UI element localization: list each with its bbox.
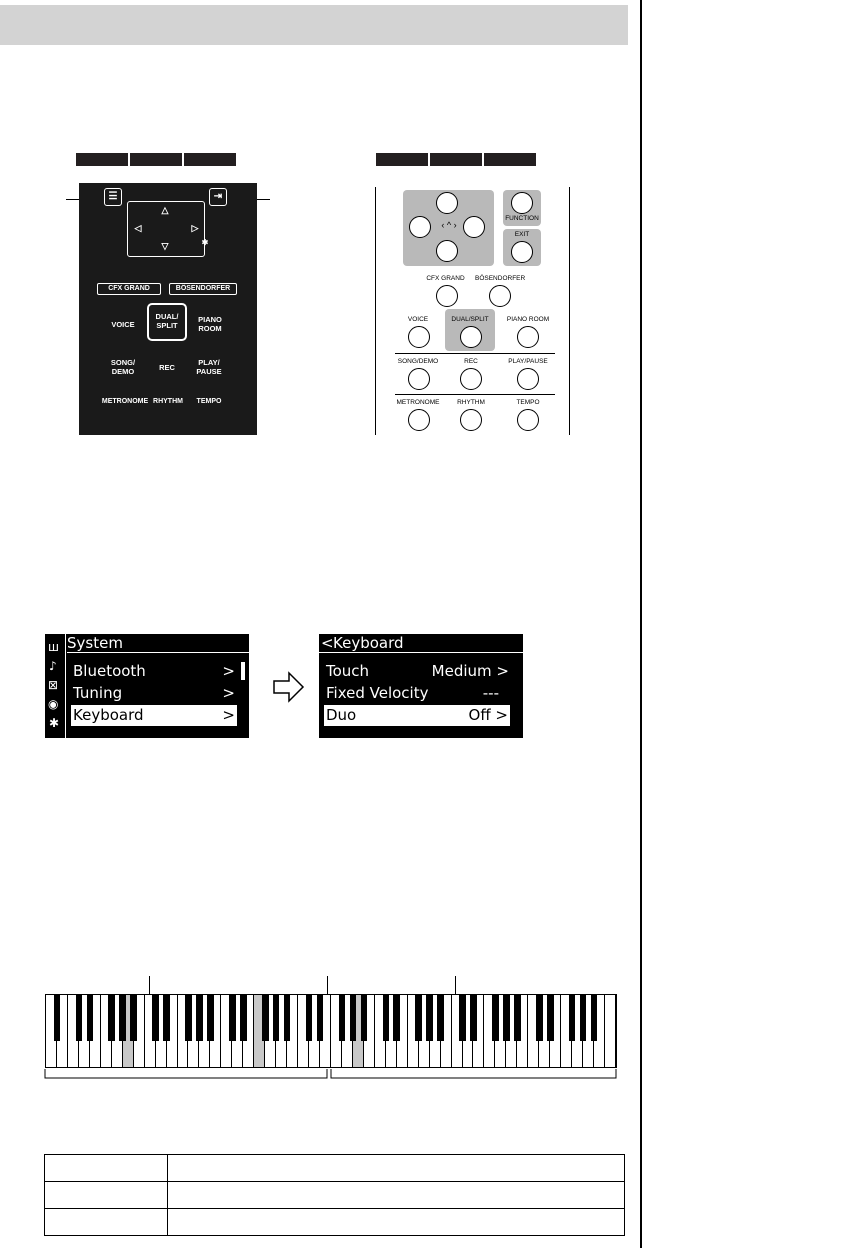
scrollbar[interactable]	[241, 662, 245, 680]
black-key[interactable]	[361, 995, 368, 1041]
black-key[interactable]	[426, 995, 433, 1041]
display-icon-column	[45, 634, 65, 738]
black-key[interactable]	[591, 995, 598, 1041]
setting-label: Fixed Velocity	[326, 684, 429, 702]
black-key[interactable]	[514, 995, 521, 1041]
model-pill	[376, 153, 428, 166]
white-key[interactable]	[605, 995, 616, 1067]
dual-split-label: DUAL/ SPLIT	[155, 312, 179, 330]
rhythm-button[interactable]	[460, 409, 482, 431]
metronome-icon: ⊠	[48, 678, 59, 692]
cfx-grand-label: CFX GRAND	[426, 275, 465, 282]
menu-row-label: Tuning	[73, 684, 123, 702]
piano-room-button[interactable]: PIANO ROOM	[198, 315, 222, 333]
black-key[interactable]	[76, 995, 83, 1041]
setting-value: Medium >	[431, 662, 509, 680]
model-pill	[130, 153, 182, 166]
function-button-group	[503, 190, 541, 226]
black-key[interactable]	[119, 995, 126, 1041]
exit-button[interactable]	[209, 188, 227, 206]
tempo-label: TEMPO	[516, 399, 540, 406]
setting-row-fixed-velocity[interactable]	[319, 682, 513, 704]
cfx-grand-button[interactable]	[97, 283, 161, 295]
black-key[interactable]	[163, 995, 170, 1041]
settings-table	[44, 1154, 625, 1236]
control-panel-dark	[79, 183, 257, 435]
table-row	[45, 1209, 625, 1236]
down-icon[interactable]: ▽	[161, 241, 169, 251]
model-pill	[430, 153, 482, 166]
metronome-button[interactable]	[408, 409, 430, 431]
model-strip-right	[376, 153, 536, 166]
menu-button[interactable]	[104, 188, 122, 206]
setting-label: Duo	[326, 706, 357, 724]
panel-edge	[569, 187, 570, 435]
chevron-right-icon: >	[222, 662, 235, 680]
table-cell	[45, 1155, 168, 1182]
split-marker-line	[327, 976, 328, 996]
cursor-button-frame	[127, 201, 205, 257]
bosendorfer-label: BÖSENDORFER	[175, 285, 231, 292]
display-header	[319, 634, 523, 653]
chevron-right-icon: >	[222, 684, 235, 702]
display-divider	[65, 634, 66, 738]
menu-row-bluetooth[interactable]	[67, 660, 237, 682]
back-icon[interactable]: <	[321, 634, 334, 652]
rec-button[interactable]	[460, 368, 482, 390]
table-cell	[168, 1155, 625, 1182]
voice-label: VOICE	[407, 316, 429, 323]
rec-label: REC	[464, 358, 478, 365]
exit-icon: ⇥	[213, 191, 223, 202]
black-key[interactable]	[492, 995, 499, 1041]
menu-row-label: Bluetooth	[73, 662, 146, 680]
section-header-band	[0, 5, 628, 45]
black-key[interactable]	[273, 995, 280, 1041]
song-demo-button[interactable]: SONG/ DEMO	[110, 358, 136, 376]
left-icon[interactable]: ◁	[134, 223, 142, 233]
page-margin-rule	[640, 0, 642, 1248]
black-key[interactable]	[284, 995, 291, 1041]
piano-icon: ш	[48, 640, 59, 654]
black-key[interactable]	[87, 995, 94, 1041]
display-title: System	[67, 634, 249, 653]
menu-icon: ☰	[108, 191, 118, 202]
function-button[interactable]	[511, 192, 533, 214]
cursor-button-group	[403, 190, 494, 266]
rec-button[interactable]: REC	[159, 363, 175, 372]
piano-room-button[interactable]	[517, 326, 539, 348]
voice-button[interactable]	[408, 326, 430, 348]
cursor-arrows-icon: ‹ ^ ›	[441, 220, 457, 230]
split-marker-line	[455, 976, 456, 996]
song-demo-button[interactable]	[408, 368, 430, 390]
black-key[interactable]	[580, 995, 587, 1041]
black-key[interactable]	[350, 995, 357, 1041]
metronome-button[interactable]: METRONOME	[101, 398, 149, 405]
display-title: Keyboard	[333, 634, 404, 652]
menu-row-keyboard[interactable]	[71, 705, 237, 726]
exit-button-group	[503, 229, 541, 266]
up-button[interactable]	[436, 192, 458, 214]
song-demo-label: SONG/DEMO	[397, 358, 439, 365]
model-strip-left	[76, 153, 236, 166]
black-key[interactable]	[415, 995, 422, 1041]
play-pause-label: PLAY/PAUSE	[508, 358, 548, 365]
record-icon: ◉	[48, 697, 59, 711]
setting-value: ---	[482, 684, 499, 702]
chevron-right-icon: >	[222, 706, 235, 724]
black-key[interactable]	[393, 995, 400, 1041]
dual-split-button[interactable]	[147, 303, 187, 341]
setting-value: Off >	[468, 706, 508, 724]
black-key[interactable]	[503, 995, 510, 1041]
exit-label: EXIT	[514, 231, 530, 238]
play-pause-button[interactable]: PLAY/ PAUSE	[196, 358, 222, 376]
table-cell	[45, 1209, 168, 1236]
model-pill	[484, 153, 536, 166]
black-key[interactable]	[317, 995, 324, 1041]
left-button[interactable]	[409, 216, 431, 238]
display-keyboard-menu	[319, 634, 523, 738]
black-key[interactable]	[152, 995, 159, 1041]
black-key[interactable]	[569, 995, 576, 1041]
black-key[interactable]	[536, 995, 543, 1041]
black-key[interactable]	[262, 995, 269, 1041]
group-divider	[395, 394, 555, 395]
cfx-grand-label: CFX GRAND	[108, 285, 150, 292]
black-key[interactable]	[383, 995, 390, 1041]
display-system-menu	[45, 634, 249, 738]
black-key[interactable]	[470, 995, 477, 1041]
bosendorfer-button[interactable]	[489, 285, 511, 307]
tempo-button[interactable]	[517, 409, 539, 431]
voice-button[interactable]: VOICE	[111, 320, 135, 329]
black-key[interactable]	[196, 995, 203, 1041]
setting-row-touch[interactable]	[319, 660, 513, 682]
rhythm-button[interactable]: RHYTHM	[153, 398, 183, 405]
keyboard-range-brackets	[44, 1068, 618, 1082]
up-icon[interactable]: △	[161, 205, 169, 215]
exit-button[interactable]	[511, 241, 533, 263]
metronome-label: METRONOME	[396, 399, 440, 406]
rhythm-label: RHYTHM	[457, 399, 485, 406]
play-pause-button[interactable]	[517, 368, 539, 390]
group-divider	[395, 353, 555, 354]
right-icon[interactable]: ▷	[191, 223, 199, 233]
table-cell	[168, 1182, 625, 1209]
menu-row-label: Keyboard	[73, 706, 144, 724]
black-key[interactable]	[108, 995, 115, 1041]
black-key[interactable]	[437, 995, 444, 1041]
control-panel-light	[375, 183, 570, 435]
black-key[interactable]	[339, 995, 346, 1041]
piano-room-label: PIANO ROOM	[506, 316, 550, 323]
panel-edge	[375, 187, 376, 435]
setting-label: Touch	[326, 662, 370, 680]
dual-split-label: DUAL/SPLIT	[451, 316, 489, 323]
down-button[interactable]	[436, 240, 458, 262]
bosendorfer-button[interactable]	[169, 283, 237, 295]
bosendorfer-label: BÖSENDORFER	[475, 275, 526, 282]
dual-split-button[interactable]	[460, 326, 482, 348]
menu-row-tuning[interactable]	[67, 682, 237, 704]
song-icon: ♪	[49, 659, 57, 673]
model-pill	[76, 153, 128, 166]
function-label: FUNCTION	[505, 215, 539, 222]
table-cell	[168, 1209, 625, 1236]
split-marker-line	[149, 976, 150, 996]
black-key[interactable]	[240, 995, 247, 1041]
cfx-grand-button[interactable]	[436, 285, 458, 307]
bluetooth-icon: ✱	[49, 716, 60, 730]
piano-keyboard[interactable]	[45, 994, 617, 1068]
arrow-right-icon	[272, 670, 306, 704]
bluetooth-icon: ✱	[201, 238, 209, 247]
table-row	[45, 1182, 625, 1209]
black-key[interactable]	[306, 995, 313, 1041]
black-key[interactable]	[459, 995, 466, 1041]
table-cell	[45, 1182, 168, 1209]
black-key[interactable]	[207, 995, 214, 1041]
black-key[interactable]	[185, 995, 192, 1041]
table-row	[45, 1155, 625, 1182]
black-key[interactable]	[229, 995, 236, 1041]
model-pill	[184, 153, 236, 166]
black-key[interactable]	[547, 995, 554, 1041]
tempo-button[interactable]: TEMPO	[196, 398, 222, 405]
setting-row-duo[interactable]	[324, 705, 510, 726]
black-key[interactable]	[54, 995, 61, 1041]
black-key[interactable]	[130, 995, 137, 1041]
